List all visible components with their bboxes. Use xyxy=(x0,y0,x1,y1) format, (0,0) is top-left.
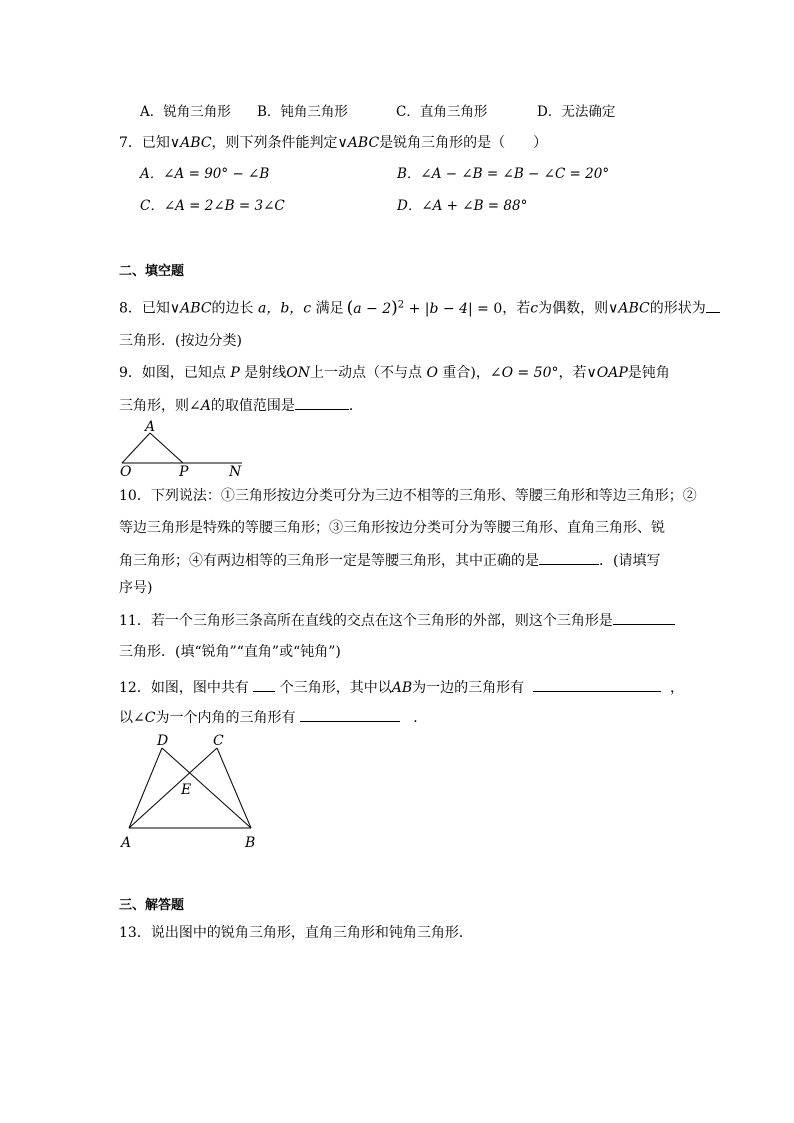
q7-triangle-2: ∨ABC xyxy=(337,135,380,151)
q9-label-o: O xyxy=(120,464,132,480)
q12-line2-end: ． xyxy=(413,710,428,726)
q12-label-b: B xyxy=(245,835,256,851)
q9-text-3: 上一动点（不与点 xyxy=(309,365,422,381)
q9-text-6: 是钝角 xyxy=(627,365,670,381)
q8-text-3: 满足 xyxy=(315,300,344,317)
q8-text-4: ，若 xyxy=(502,300,531,317)
q12-angle-c-blank[interactable] xyxy=(300,707,400,722)
q8-answer-blank[interactable] xyxy=(706,298,720,313)
q8-number: 8． xyxy=(119,300,142,317)
q12-angle-c: ∠C xyxy=(133,710,156,726)
q8-eq-rparen: ) xyxy=(391,297,398,318)
q12-segment-ac xyxy=(129,748,217,828)
q9-triangle: ∨OAP xyxy=(586,365,628,381)
q8-text-6: 的形状为 xyxy=(649,300,706,317)
q12-text-4: ， xyxy=(669,680,684,696)
q12-count-blank[interactable] xyxy=(253,677,275,692)
q9-answer-blank[interactable] xyxy=(295,395,349,410)
q12-line2-text-a: 以 xyxy=(119,710,133,726)
q10-line3-text-b: ．(请填写 xyxy=(599,553,661,569)
q11-line-1 xyxy=(119,610,675,631)
section-heading-fill-blank: 二、填空题 xyxy=(119,264,185,279)
q9-segment-oa xyxy=(122,433,150,463)
q6-option-a: A．锐角三角形 xyxy=(140,104,231,120)
q7-triangle-1: ∨ABC xyxy=(169,135,212,151)
q9-line-1 xyxy=(119,363,670,383)
q9-line2-text-b: 的取值范围是 xyxy=(210,398,295,414)
section-heading-answer: 三、解答题 xyxy=(119,898,185,913)
q6-option-b: B．钝角三角形 xyxy=(257,104,348,120)
q9-number: 9． xyxy=(119,365,142,381)
q7-option-b: B．∠A − ∠B = ∠B − ∠C = 20° xyxy=(397,166,610,182)
q9-line2-text-a: 三角形，则 xyxy=(119,398,189,414)
q9-var-o: O xyxy=(426,365,438,381)
q10-line3-text-a: 角三角形；④有两边相等的三角形一定是等腰三角形，其中正确的是 xyxy=(119,553,539,569)
q7-option-d: D．∠A + ∠B = 88° xyxy=(397,198,528,214)
q9-figure xyxy=(118,418,248,478)
q9-angle-a: ∠A xyxy=(189,398,211,414)
q12-label-e: E xyxy=(181,782,192,798)
q9-line2-end: ． xyxy=(348,398,363,414)
q12-line-2 xyxy=(119,707,427,728)
q8-eq-mid: + | xyxy=(404,300,430,317)
q12-segment-ab: AB xyxy=(391,680,413,696)
q7-text-2: ，则下列条件能判定 xyxy=(211,135,338,151)
q9-label-a: A xyxy=(145,419,156,435)
q12-figure xyxy=(117,733,267,853)
q8-var-c: c xyxy=(530,300,539,317)
q12-segment-cb xyxy=(217,748,251,828)
q8-eq-b: b − 4 xyxy=(429,300,469,317)
q12-text-2: 个三角形，其中以 xyxy=(279,680,392,696)
q11-answer-blank[interactable] xyxy=(613,610,675,625)
q9-angle-o: ∠O = 50° xyxy=(489,365,559,381)
q9-text-2: 是射线 xyxy=(244,365,287,381)
q6-option-d: D．无法确定 xyxy=(537,104,616,120)
q8-text-5: 为偶数，则 xyxy=(538,300,609,317)
q8-triangle: ∨ABC xyxy=(169,300,212,317)
q9-ray: ON xyxy=(286,365,310,381)
q9-label-n: N xyxy=(229,464,242,480)
q9-label-p: P xyxy=(179,464,189,480)
q7-option-c: C．∠A = 2∠B = 3∠C xyxy=(140,198,285,214)
q13-stem: 13．说出图中的锐角三角形，直角三角形和钝角三角形． xyxy=(119,925,473,941)
q11-line-2: 三角形．(填“锐角”“直角”或“钝角”) xyxy=(119,644,341,660)
q10-line-1: 10．下列说法：①三角形按边分类可分为三边不相等的三角形、等腰三角形和等边三角形；② xyxy=(119,488,697,504)
q9-text-1: 如图，已知点 xyxy=(141,365,226,381)
q12-text-1: 12．如图，图中共有 xyxy=(119,680,249,696)
q8-eq-a: a − 2 xyxy=(353,300,392,317)
q8-line-1 xyxy=(119,295,720,319)
q8-text-2: 的边长 xyxy=(211,300,254,317)
q12-label-c: C xyxy=(213,733,224,749)
q7-text-1: 已知 xyxy=(141,135,170,151)
q12-segment-ad xyxy=(129,748,162,828)
q9-text-4: 重合)， xyxy=(442,365,490,381)
q8-variables: a，b，c xyxy=(258,300,312,317)
q12-line-1 xyxy=(119,677,684,698)
q11-line1-text: 11．若一个三角形三条高所在直线的交点在这个三角形的外部，则这个三角形是 xyxy=(119,613,613,629)
q12-label-d: D xyxy=(157,733,169,749)
q7-text-3: 是锐角三角形的是（ ） xyxy=(379,135,548,151)
q6-option-c: C．直角三角形 xyxy=(396,104,488,120)
q12-label-a: A xyxy=(121,835,132,851)
q7-stem xyxy=(119,133,547,153)
q8-eq-exponent: 2 xyxy=(397,299,405,310)
q9-text-5: ，若 xyxy=(558,365,587,381)
q10-line-3 xyxy=(119,550,660,571)
q8-text-1: 已知 xyxy=(141,300,170,317)
q12-segment-db xyxy=(162,748,251,828)
q12-ab-triangles-blank[interactable] xyxy=(533,677,661,692)
q7-option-a: A．∠A = 90° − ∠B xyxy=(140,166,270,182)
q7-number: 7． xyxy=(119,135,142,151)
q8-equation xyxy=(346,297,503,318)
q9-segment-ap xyxy=(150,433,183,463)
q9-var-p: P xyxy=(230,365,240,381)
q8-eq-end: | = 0 xyxy=(468,300,503,317)
q10-answer-blank[interactable] xyxy=(539,550,599,565)
q10-line-2: 等边三角形是特殊的等腰三角形；③三角形按边分类可分为等腰三角形、直角三角形、锐 xyxy=(119,520,665,536)
q8-eq-lparen: ( xyxy=(346,297,354,318)
q10-line-4: 序号) xyxy=(119,580,153,596)
q12-line2-text-b: 为一个内角的三角形有 xyxy=(155,710,296,726)
q8-triangle-2: ∨ABC xyxy=(608,300,650,317)
q8-line-2: 三角形．(按边分类) xyxy=(119,333,242,349)
q9-line-2 xyxy=(119,395,363,416)
q12-text-3: 为一边的三角形有 xyxy=(412,680,525,696)
